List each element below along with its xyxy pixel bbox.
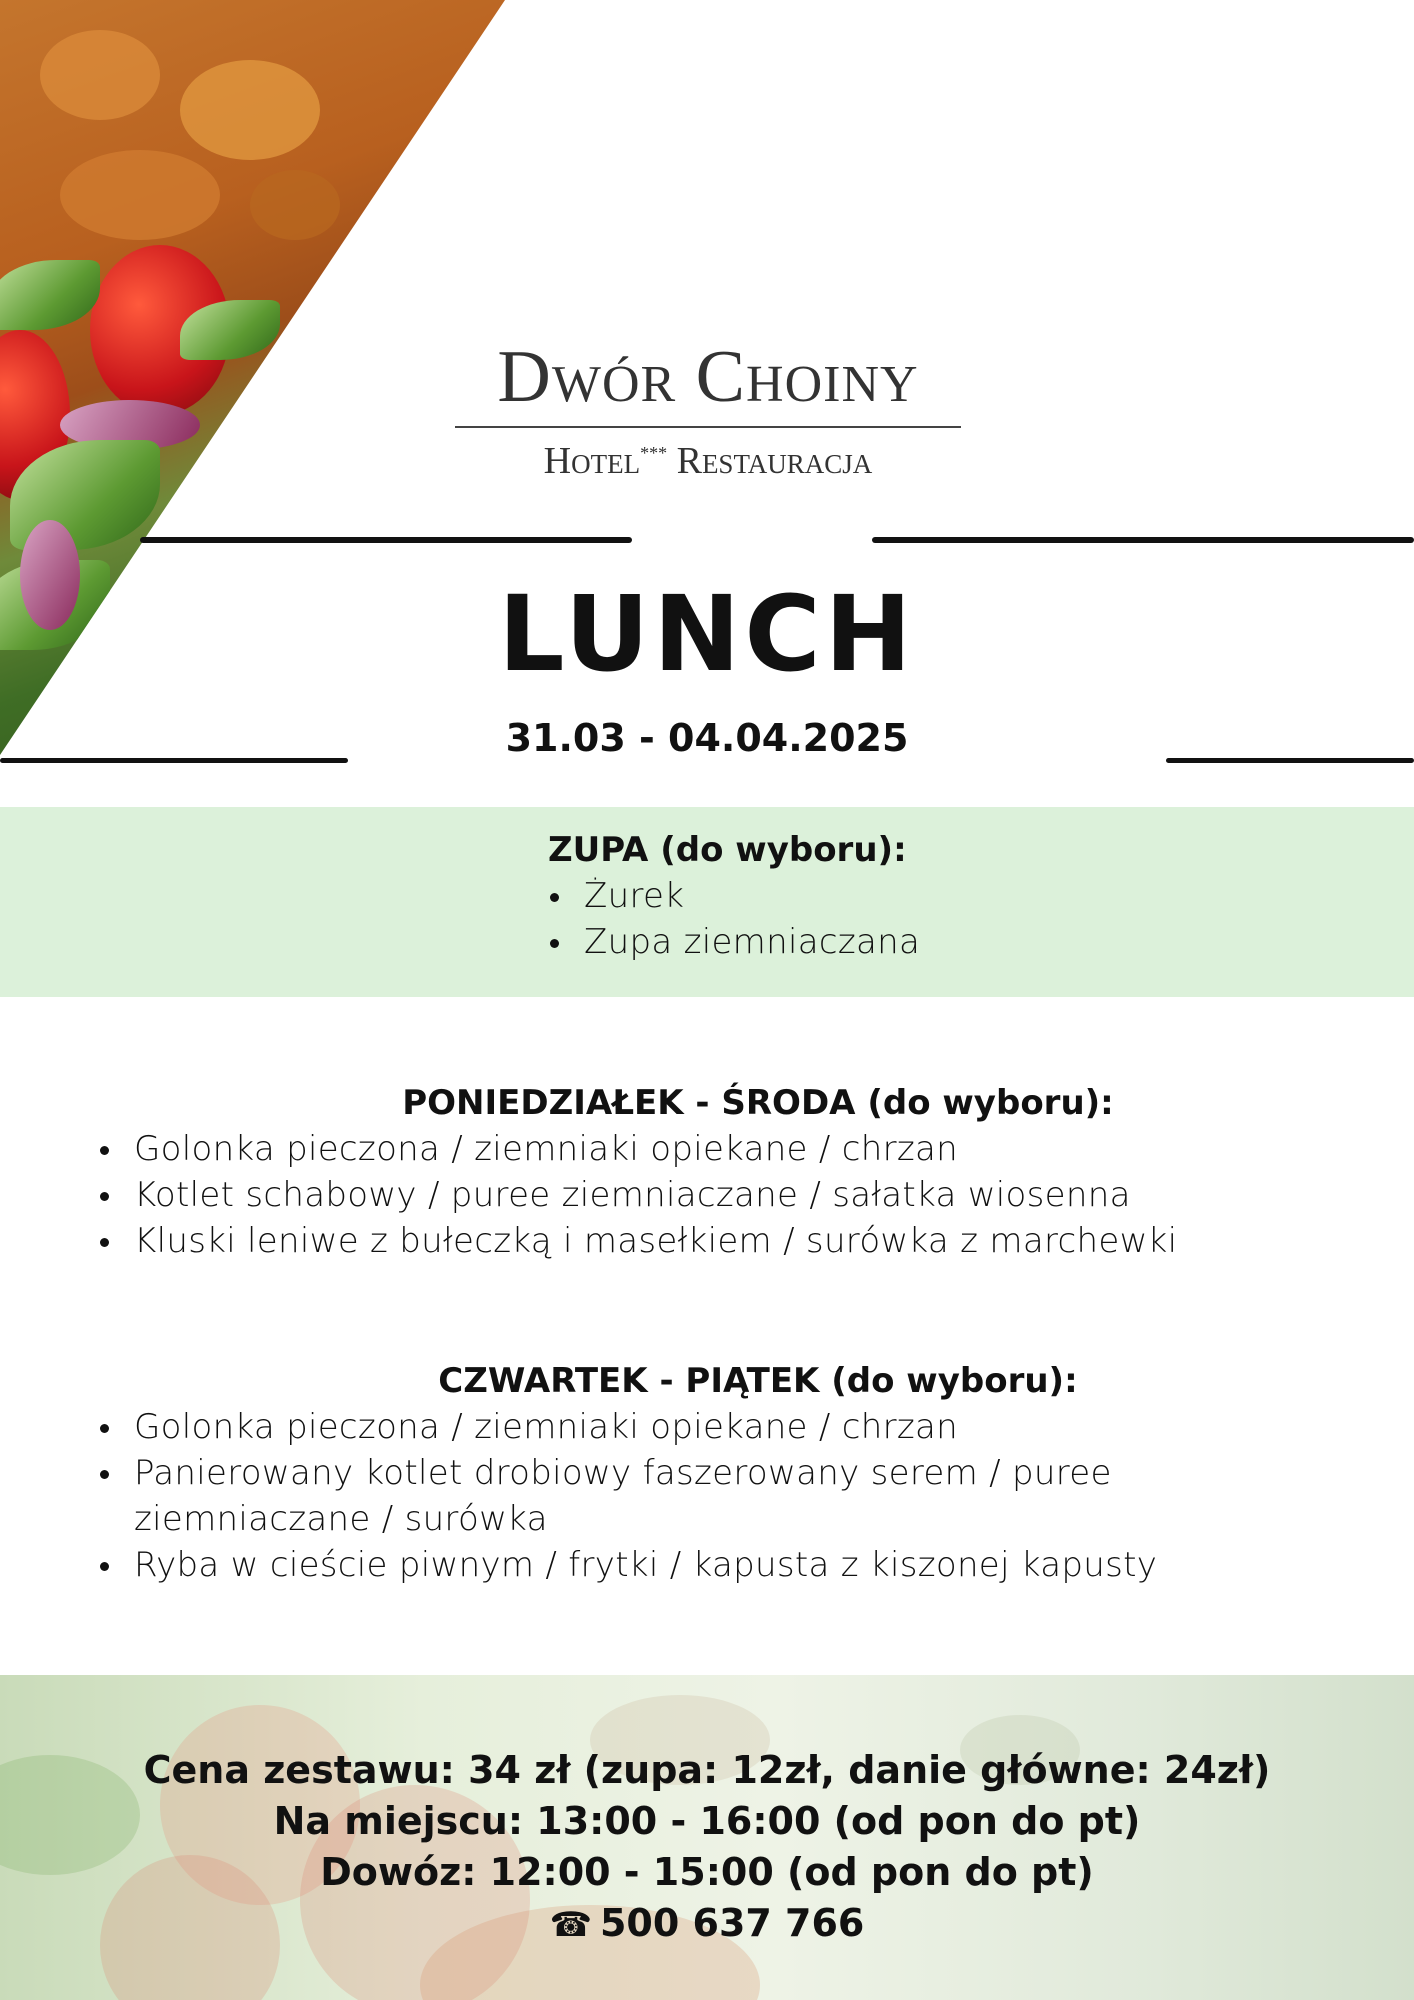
footer-info: [0, 1675, 1414, 2000]
thu-fri-section: [98, 1358, 1358, 1588]
list-item: Kluski leniwe z bułeczką i masełkiem / surówka z marchewki: [98, 1218, 1358, 1264]
thu-fri-heading: CZWARTEK - PIĄTEK (do wyboru):: [438, 1361, 1078, 1401]
phone-number[interactable]: 500 637 766: [599, 1901, 865, 1945]
mon-wed-list: [98, 1126, 1358, 1264]
list-item: Panierowany kotlet drobiowy faszerowany serem / puree ziemniaczane / surówka: [98, 1450, 1358, 1542]
telephone-icon: ☎: [549, 1905, 592, 1945]
logo-subtitle: [455, 442, 961, 480]
list-item: Ryba w cieście piwnym / frytki / kapusta z kiszonej kapusty: [98, 1542, 1358, 1588]
price-text: Cena zestawu: 34 zł (zupa: 12zł, danie główne: 24zł): [143, 1748, 1271, 1792]
logo-hotel: Hotel: [543, 440, 641, 482]
list-item: Zupa ziemniaczana: [548, 919, 920, 965]
soup-list: [548, 873, 920, 965]
thu-fri-list: [98, 1404, 1358, 1588]
divider-top-right: [872, 537, 1414, 543]
soup-section: [0, 807, 1414, 997]
logo-divider: [455, 426, 961, 428]
divider-top-left: [140, 537, 632, 543]
page-title: LUNCH: [498, 573, 916, 695]
list-item: Żurek: [548, 873, 920, 919]
list-item: Golonka pieczona / ziemniaki opiekane / chrzan: [98, 1126, 1358, 1172]
list-item: Kotlet schabowy / puree ziemniaczane / sałatka wiosenna: [98, 1172, 1358, 1218]
date-range: 31.03 - 04.04.2025: [505, 716, 909, 760]
mon-wed-heading: PONIEDZIAŁEK - ŚRODA (do wyboru):: [402, 1083, 1114, 1123]
delivery-hours: Dowóz: 12:00 - 15:00 (od pon do pt): [320, 1850, 1094, 1894]
mon-wed-section: [98, 1080, 1358, 1264]
dine-in-hours: Na miejscu: 13:00 - 16:00 (od pon do pt): [273, 1799, 1141, 1843]
soup-heading: ZUPA (do wyboru):: [548, 830, 907, 870]
logo-restaurant: Restauracja: [676, 440, 873, 482]
phone-line: [0, 1898, 1414, 1951]
list-item: Golonka pieczona / ziemniaki opiekane / chrzan: [98, 1404, 1358, 1450]
logo-name: Dwór Choiny: [497, 336, 919, 418]
logo: [455, 336, 961, 482]
logo-stars: ***: [640, 443, 668, 463]
